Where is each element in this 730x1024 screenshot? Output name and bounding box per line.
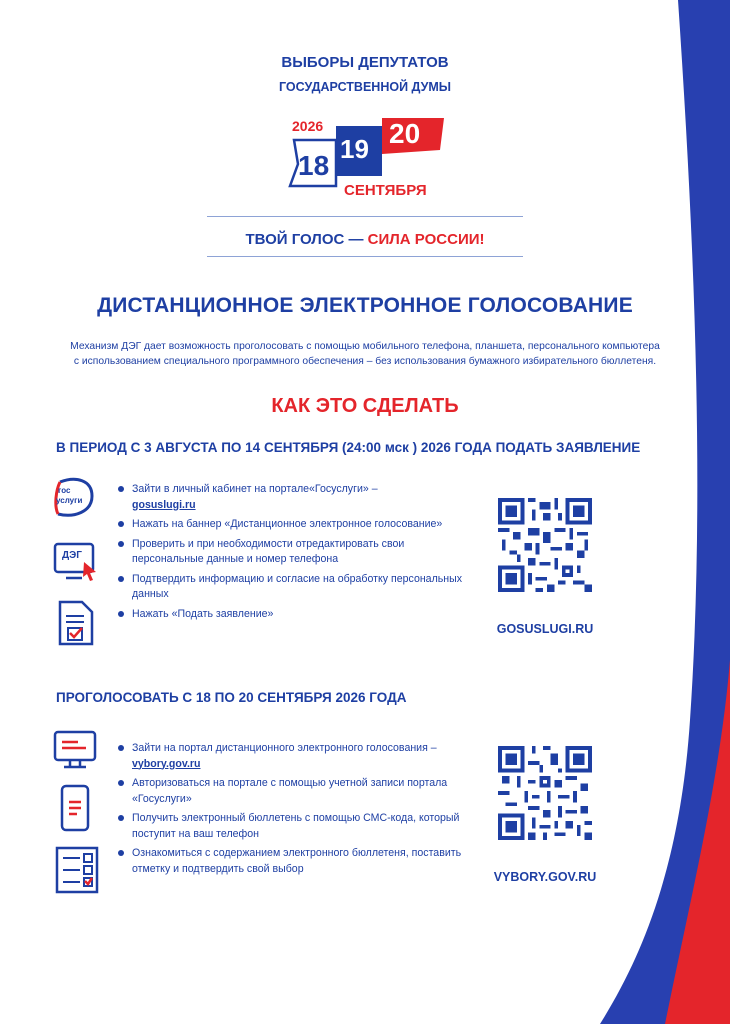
gosuslugi-icon (52, 476, 96, 520)
ballot-icon (54, 846, 98, 890)
section1-bullet-5: Нажать «Подать заявление» (118, 607, 468, 623)
slogan (0, 231, 730, 248)
section2-bullet-1-text: Зайти на портал дистанционного электронного голосования – (132, 742, 437, 754)
logo-day-20: 20 (389, 118, 421, 149)
gosuslugi-icon-text-1: гос (58, 486, 71, 495)
intro-text (30, 339, 700, 369)
monitor-icon (52, 728, 96, 772)
section2-bullet-4: Ознакомиться с содержанием электронного бюллетеня, поставить отметку и подтвердить свой выбор (118, 846, 468, 877)
gosuslugi-qr-code[interactable] (498, 498, 592, 592)
vybory-qr-code[interactable] (498, 746, 592, 840)
vybory-qr-label: VYBORY.GOV.RU (493, 870, 597, 884)
logo-month: СЕНТЯБРЯ (344, 182, 427, 199)
election-dates-logo (286, 116, 446, 206)
logo-day-18: 18 (298, 150, 330, 181)
section2-bullet-2: Авторизоваться на портале с помощью учетной записи портала «Госуслуги» (118, 776, 468, 807)
section1-bullet-2: Нажать на баннер «Дистанционное электронное голосование» (118, 517, 468, 533)
gosuslugi-link[interactable]: gosuslugi.ru (132, 498, 196, 511)
slogan-part-1: ТВОЙ ГОЛОС — (245, 231, 368, 248)
slogan-divider-top (207, 216, 523, 217)
section2-title: ПРОГОЛОСОВАТЬ С 18 ПО 20 СЕНТЯБРЯ 2026 ГОДА (56, 690, 407, 705)
main-title: ДИСТАНЦИОННОЕ ЭЛЕКТРОННОЕ ГОЛОСОВАНИЕ (97, 294, 633, 317)
section2-bullet-1 (118, 741, 468, 772)
section1-bullet-3: Проверить и при необходимости отредактировать свои персональные данные и номер телефона (118, 537, 468, 568)
section1-bullet-1-text: Зайти в личный кабинет на портале«Госуслуги» – (132, 483, 378, 495)
mobile-phone-icon (58, 784, 102, 828)
intro-line-1: Механизм ДЭГ дает возможность проголосовать с помощью мобильного телефона, планшета, персонального компьютера (70, 341, 660, 352)
document-check-icon (56, 600, 100, 644)
slogan-part-2: СИЛА РОССИИ! (367, 231, 485, 248)
deg-computer-icon (52, 540, 96, 584)
section1-title: В ПЕРИОД С 3 АВГУСТА ПО 14 СЕНТЯБРЯ (24:00 мск ) 2026 ГОДА ПОДАТЬ ЗАЯВЛЕНИЕ (56, 440, 641, 455)
section2-bullet-3: Получить электронный бюллетень с помощью СМС-кода, который поступит на ваш телефон (118, 811, 468, 842)
section2-bullet-list (118, 741, 468, 881)
gosuslugi-qr-label: GOSUSLUGI.RU (496, 622, 594, 636)
logo-year: 2026 (292, 118, 324, 134)
section1-bullet-list (118, 482, 468, 626)
howto-heading: КАК ЭТО СДЕЛАТЬ (271, 395, 459, 417)
header-line-2: ГОСУДАРСТВЕННОЙ ДУМЫ (278, 80, 452, 94)
gosuslugi-icon-text-2: услуги (56, 496, 83, 505)
logo-day-19: 19 (340, 134, 369, 164)
section1-bullet-4: Подтвердить информацию и согласие на обработку персональных данных (118, 572, 468, 603)
section1-bullet-1 (118, 482, 468, 513)
header-line-1: ВЫБОРЫ ДЕПУТАТОВ (281, 54, 449, 71)
deg-icon-text: ДЭГ (62, 550, 82, 561)
vybory-link[interactable]: vybory.gov.ru (132, 757, 201, 770)
intro-line-2: с использованием специального программного обеспечения – без использования бумажного избирательного бюллетеня. (73, 356, 657, 367)
slogan-divider-bottom (207, 256, 523, 257)
